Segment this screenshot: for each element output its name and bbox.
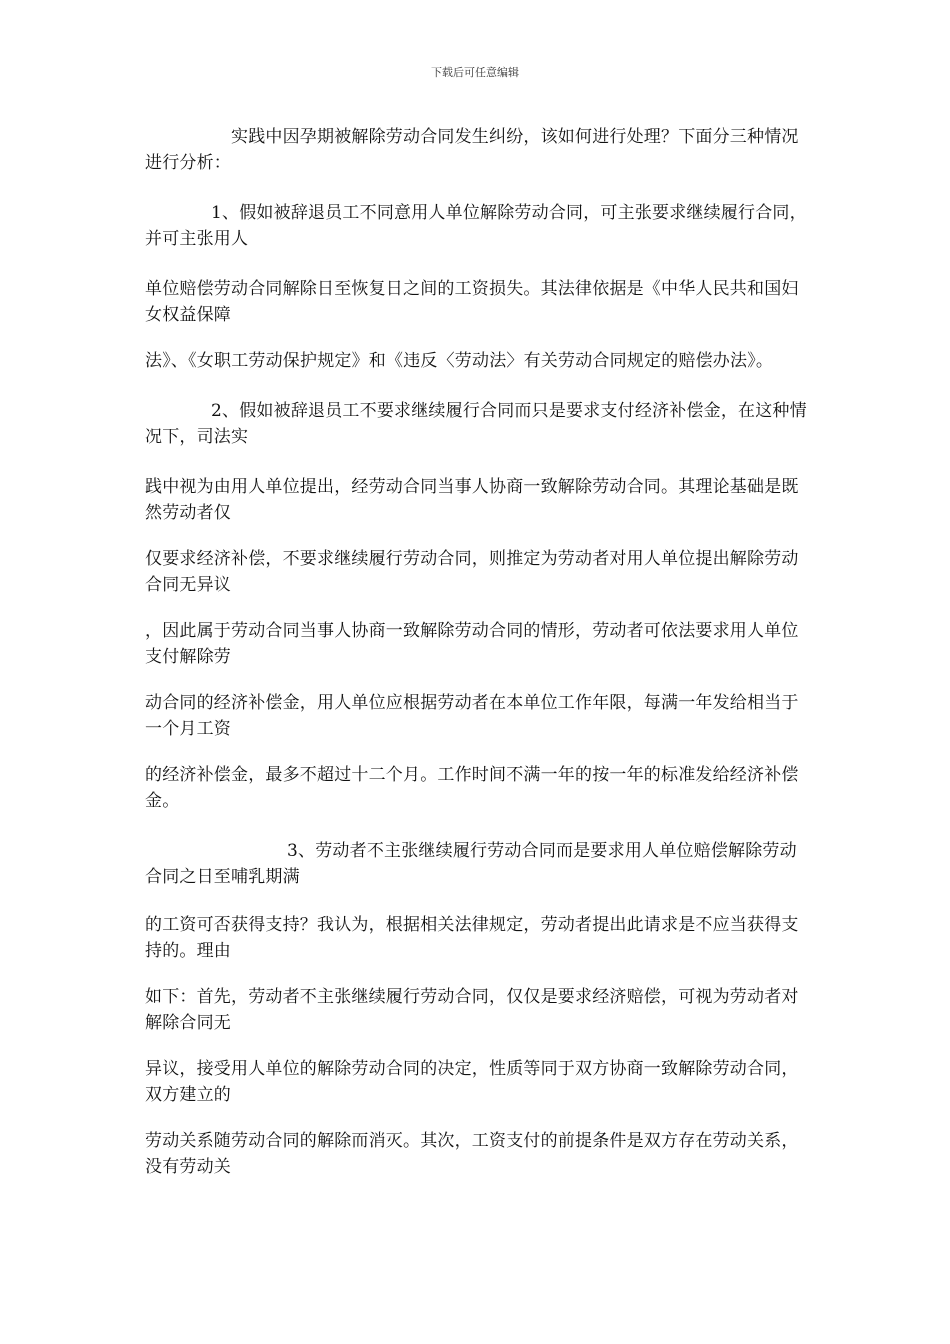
paragraph-item-3: 3、劳动者不主张继续履行劳动合同而是要求用人单位赔偿解除劳动合同之日至哺乳期满: [145, 841, 797, 887]
intro-paragraph: 实践中因孕期被解除劳动合同发生纠纷，该如何进行处理？下面分三种情况进行分析：: [145, 127, 799, 173]
document-body: [145, 124, 810, 1200]
paragraph: 如下：首先，劳动者不主张继续履行劳动合同，仅仅是要求经济赔偿，可视为劳动者对解除合同无: [145, 987, 799, 1033]
paragraph: 践中视为由用人单位提出，经劳动合同当事人协商一致解除劳动合同。其理论基础是既然劳动者仅: [145, 477, 799, 523]
paragraph: 的工资可否获得支持？我认为，根据相关法律规定，劳动者提出此请求是不应当获得支持的。理由: [145, 915, 799, 961]
page-header-note: 下载后可任意编辑: [431, 66, 519, 79]
paragraph: 动合同的经济补偿金，用人单位应根据劳动者在本单位工作年限，每满一年发给相当于一个月工资: [145, 693, 799, 739]
paragraph-item-1: 1、假如被辞退员工不同意用人单位解除劳动合同，可主张要求继续履行合同，并可主张用人: [145, 203, 807, 249]
paragraph: 的经济补偿金，最多不超过十二个月。工作时间不满一年的按一年的标准发给经济补偿金。: [145, 765, 799, 811]
paragraph: 异议，接受用人单位的解除劳动合同的决定，性质等同于双方协商一致解除劳动合同，双方建立的: [145, 1059, 799, 1105]
paragraph: 劳动关系随劳动合同的解除而消灭。其次，工资支付的前提条件是双方存在劳动关系，没有劳动关: [145, 1131, 799, 1177]
paragraph: 仅要求经济补偿，不要求继续履行劳动合同，则推定为劳动者对用人单位提出解除劳动合同无异议: [145, 549, 799, 595]
paragraph-item-2: 2、假如被辞退员工不要求继续履行合同而只是要求支付经济补偿金，在这种情况下，司法实: [145, 401, 807, 447]
paragraph: 单位赔偿劳动合同解除日至恢复日之间的工资损失。其法律依据是《中华人民共和国妇女权益保障: [145, 279, 799, 325]
paragraph: ，因此属于劳动合同当事人协商一致解除劳动合同的情形，劳动者可依法要求用人单位支付解除劳: [145, 621, 799, 667]
paragraph: 法》、《女职工劳动保护规定》和《违反〈劳动法〉有关劳动合同规定的赔偿办法》。: [145, 351, 774, 371]
